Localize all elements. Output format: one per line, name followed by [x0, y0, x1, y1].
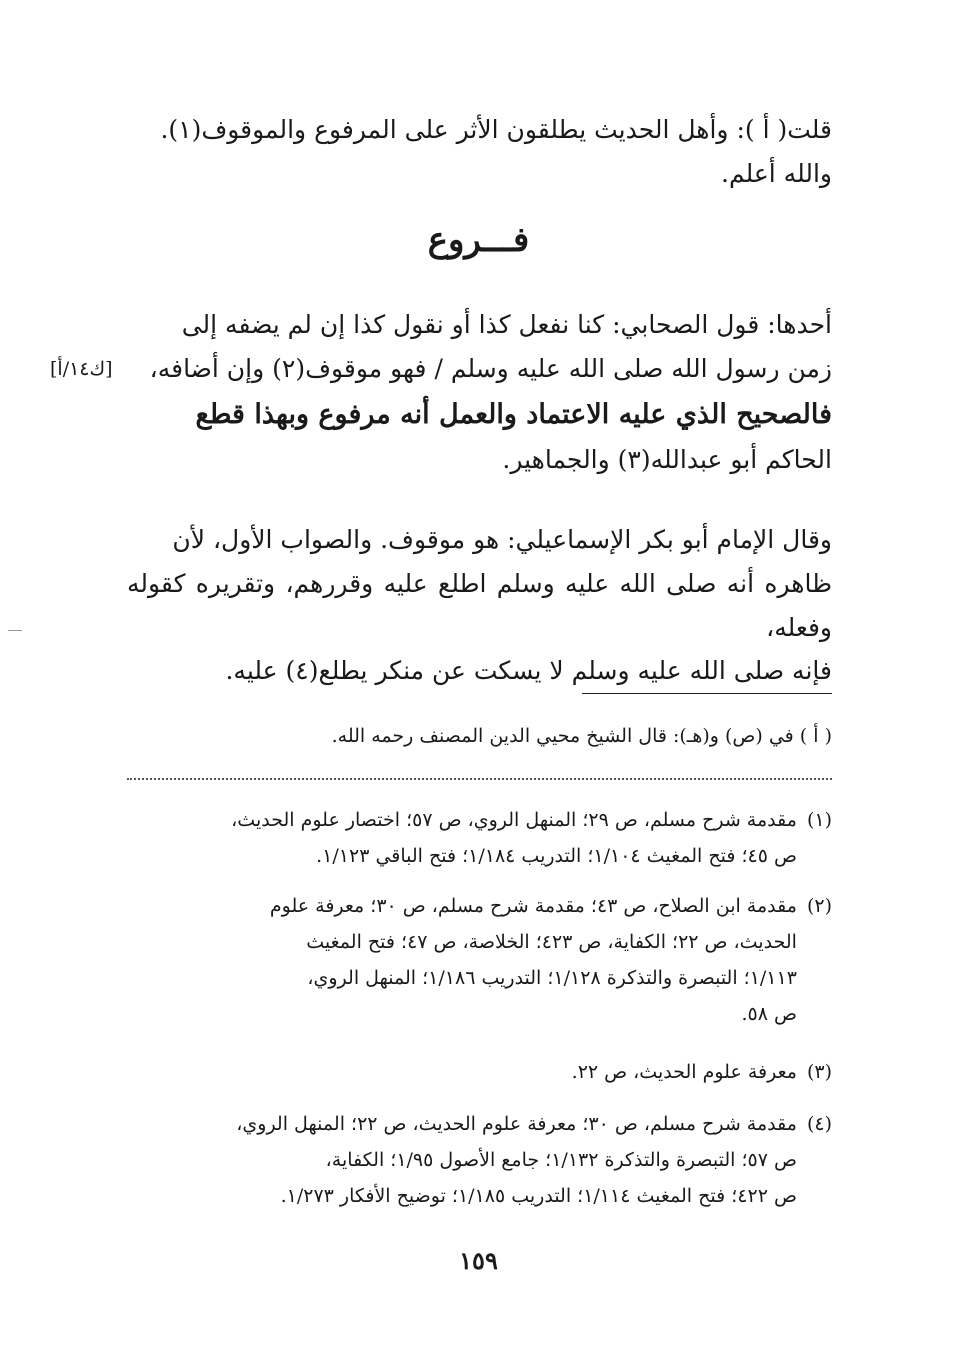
paragraph-qultu: [127, 108, 832, 196]
footnote-line: ص ٤٥؛ فتح المغيث ١/١٠٤؛ التدريب ١/١٨٤؛ فتح الباقي ١/١٢٣.: [316, 845, 797, 868]
text-line: ظاهره أنه صلى الله عليه وسلم اطلع عليه وقررهم، وتقريره كقوله وفعله،: [127, 568, 832, 642]
footnote-dotted-divider: [127, 778, 832, 780]
text-line: والله أعلم.: [721, 158, 832, 188]
paragraph-first-branch: [127, 303, 832, 482]
footnote-line: مقدمة ابن الصلاح، ص ٤٣؛ مقدمة شرح مسلم، ص ٣٠؛ معرفة علوم: [269, 895, 797, 917]
footnote-line: مقدمة شرح مسلم، ص ٢٩؛ المنهل الروي، ص ٥٧؛ اختصار علوم الحديث،: [231, 809, 797, 831]
footnote-line: ص ٤٢٢؛ فتح المغيث ١/١١٤؛ التدريب ١/١٨٥؛ توضيح الأفكار ١/٢٧٣.: [280, 1185, 797, 1208]
paragraph-ismaili: [127, 518, 832, 693]
footnote-line: ص ٥٨.: [741, 1003, 797, 1026]
footnote-2: [127, 888, 832, 1032]
footnote-line: الحديث، ص ٢٢؛ الكفاية، ص ٤٢٣؛ الخلاصة، ص ٤٧؛ فتح المغيث: [306, 931, 797, 954]
manuscript-folio-marker: [ك١٤/أ]: [50, 358, 113, 380]
footnote-number: (٣): [806, 1061, 832, 1083]
footnote-4: [127, 1106, 832, 1214]
text-line: فإنه صلى الله عليه وسلم لا يسكت عن منكر يطلع(٤) عليه.: [225, 656, 832, 686]
text-line: زمن رسول الله صلى الله عليه وسلم / فهو موقوف(٢) وإن أضافه،: [149, 353, 832, 383]
text-line-bold: فالصحيح الذي عليه الاعتماد والعمل أنه مرفوع وبهذا قطع: [195, 398, 832, 430]
footnote-1: [127, 802, 832, 874]
footnote-number: (٢): [806, 895, 832, 917]
section-heading: فـــروع: [427, 220, 530, 260]
footnote-variant-a: ( أ ) في (ص) و(هـ): قال الشيخ محيي الدين المصنف رحمه الله.: [331, 725, 832, 747]
footnote-number: (١): [806, 809, 832, 831]
footnote-line: مقدمة شرح مسلم، ص ٣٠؛ معرفة علوم الحديث، ص ٢٢؛ المنهل الروي،: [236, 1113, 797, 1135]
text-line: الحاكم أبو عبدالله(٣) والجماهير.: [502, 444, 832, 474]
page-number: ١٥٩: [459, 1246, 498, 1275]
text-line: أحدها: قول الصحابي: كنا نفعل كذا أو نقول كذا إن لم يضفه إلى: [181, 310, 832, 339]
footnote-line: ص ٥٧؛ التبصرة والتذكرة ١/١٣٢؛ جامع الأصول ١/٩٥؛ الكفاية،: [325, 1149, 797, 1172]
footnote-3: [127, 1054, 832, 1090]
text-line: وقال الإمام أبو بكر الإسماعيلي: هو موقوف. والصواب الأول، لأن: [172, 525, 832, 554]
scan-edge-mark: [8, 630, 22, 631]
footnote-line: ١/١١٣؛ التبصرة والتذكرة ١/١٢٨؛ التدريب ١/١٨٦؛ المنهل الروي،: [307, 967, 797, 990]
footnote-line: معرفة علوم الحديث، ص ٢٢.: [571, 1061, 797, 1083]
footnote-number: (٤): [806, 1113, 832, 1135]
text-line: قلت( أ ): وأهل الحديث يطلقون الأثر على المرفوع والموقوف(١).: [160, 115, 832, 144]
footnote-separator: [582, 693, 832, 694]
